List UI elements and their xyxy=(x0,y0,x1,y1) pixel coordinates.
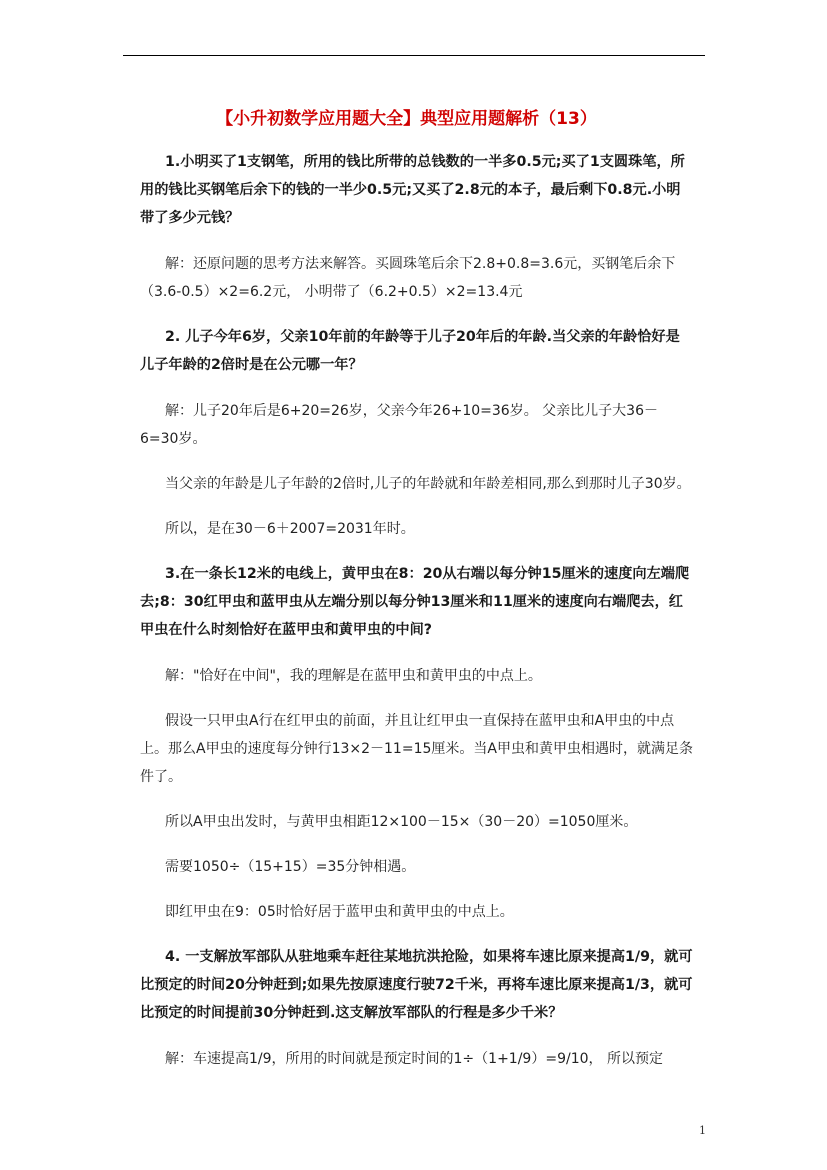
question-2: 2. 儿子今年6岁，父亲10年前的年龄等于儿子20年后的年龄.当父亲的年龄恰好是儿子年龄的2倍时是在公元哪一年？ xyxy=(140,329,680,373)
header-rule xyxy=(123,55,705,56)
answer-3-step-2: 假设一只甲虫A行在红甲虫的前面，并且让红甲虫一直保持在蓝甲虫和A甲虫的中点上。那么A甲虫的速度每分钟行13×2－11=15厘米。当A甲虫和黄甲虫相遇时，就满足条件了。 xyxy=(140,713,693,785)
answer-3-step-1: 解："恰好在中间"，我的理解是在蓝甲虫和黄甲虫的中点上。 xyxy=(165,668,542,684)
answer-2-step-3: 所以，是在30－6＋2007=2031年时。 xyxy=(165,521,415,537)
answer-2-step-2: 当父亲的年龄是儿子年龄的2倍时,儿子的年龄就和年龄差相同,那么到那时儿子30岁。 xyxy=(165,476,691,492)
question-1: 1.小明买了1支钢笔，所用的钱比所带的总钱数的一半多0.5元;买了1支圆珠笔，所用的钱比买钢笔后余下的钱的一半少0.5元;又买了2.8元的本子，最后剩下0.8元.小明带了多少元钱？ xyxy=(140,154,685,226)
question-4: 4. 一支解放军部队从驻地乘车赶往某地抗洪抢险，如果将车速比原来提高1/9，就可比预定的时间20分钟赶到;如果先按原速度行驶72千米，再将车速比原来提高1/3，就可比预定的时间提前30分钟赶到.这支解放军部队的行程是多少千米？ xyxy=(140,949,693,1021)
answer-3-step-5: 即红甲虫在9：05时恰好居于蓝甲虫和黄甲虫的中点上。 xyxy=(165,904,514,920)
answer-1: 解：还原问题的思考方法来解答。买圆珠笔后余下2.8+0.8=3.6元，买钢笔后余下（3.6-0.5）×2=6.2元， 小明带了（6.2+0.5）×2=13.4元 xyxy=(140,256,676,300)
answer-2-step-1: 解：儿子20年后是6+20=26岁，父亲今年26+10=36岁。 父亲比儿子大36－6=30岁。 xyxy=(140,403,658,447)
page-number: 1 xyxy=(699,1124,706,1137)
answer-3-step-4: 需要1050÷（15+15）=35分钟相遇。 xyxy=(165,859,416,875)
question-3: 3.在一条长12米的电线上，黄甲虫在8：20从右端以每分钟15厘米的速度向左端爬去;8：30红甲虫和蓝甲虫从左端分别以每分钟13厘米和11厘米的速度向右端爬去，红甲虫在什么时刻恰好在蓝甲虫和黄甲虫的中间? xyxy=(140,566,690,638)
document-body xyxy=(140,104,693,1090)
answer-3-step-3: 所以A甲虫出发时，与黄甲虫相距12×100－15×（30－20）=1050厘米。 xyxy=(165,814,638,830)
answer-4-step-1: 解：车速提高1/9，所用的时间就是预定时间的1÷（1+1/9）=9/10， 所以预定 xyxy=(165,1051,663,1067)
document-title: 【小升初数学应用题大全】典型应用题解析（13） xyxy=(216,109,597,129)
